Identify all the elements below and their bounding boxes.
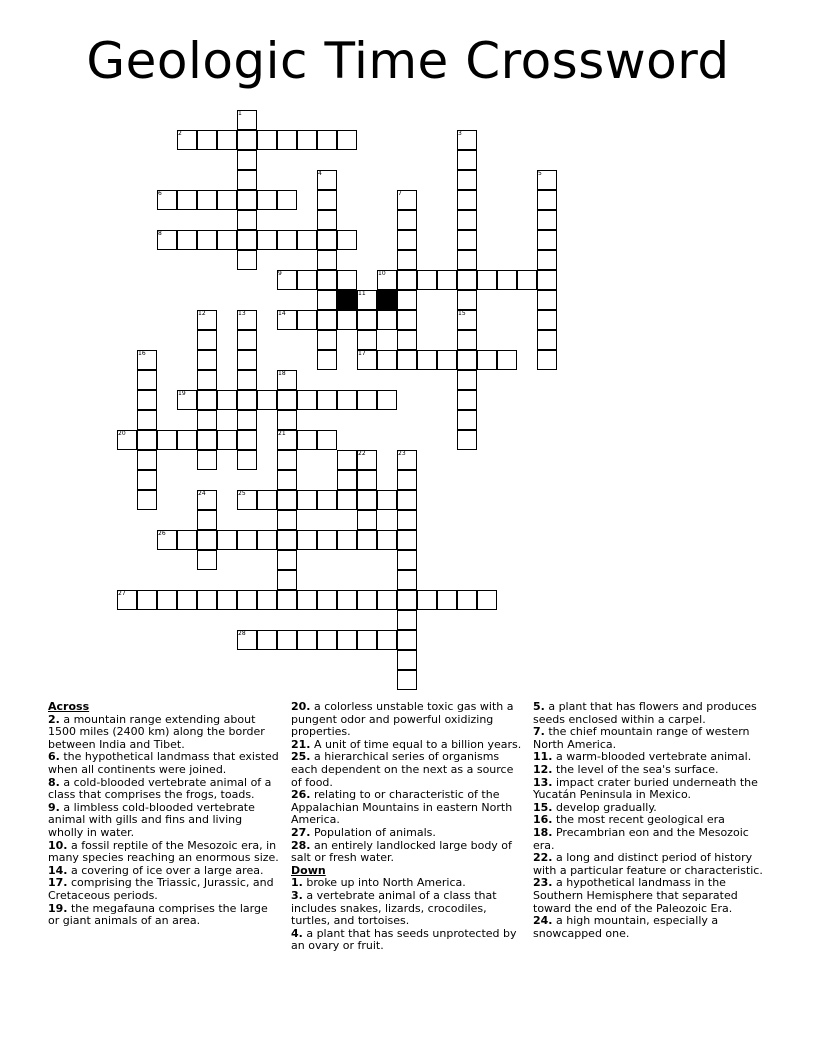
clue-text: an entirely landlocked large body of salt or fresh water.	[291, 838, 512, 865]
grid-cell[interactable]	[197, 590, 217, 610]
grid-cell[interactable]	[297, 310, 317, 330]
clue-text: a high mountain, especially a snowcapped one.	[533, 914, 719, 940]
clue-label-number: 14.	[48, 863, 68, 877]
grid-cell[interactable]	[197, 430, 217, 450]
grid-cell[interactable]	[197, 370, 217, 390]
grid-cell[interactable]	[317, 350, 337, 370]
grid-cell[interactable]	[397, 530, 417, 550]
grid-cell[interactable]	[397, 490, 417, 510]
grid-cell[interactable]	[337, 390, 357, 410]
grid-cell[interactable]	[157, 590, 177, 610]
clue-label-number: 1.	[291, 876, 303, 890]
grid-cell[interactable]	[237, 590, 257, 610]
grid-cell[interactable]	[277, 530, 297, 550]
clue-text: a plant that has seeds unprotected by an ovary or fruit.	[291, 926, 517, 953]
clue-label-number: 28.	[291, 838, 311, 852]
grid-cell[interactable]	[177, 530, 197, 550]
black-square	[377, 290, 397, 310]
across-clue	[48, 777, 280, 802]
grid-cell[interactable]	[357, 490, 377, 510]
grid-cell[interactable]	[137, 370, 157, 390]
grid-cell[interactable]	[337, 590, 357, 610]
page-title: Geologic Time Crossword	[86, 32, 730, 90]
grid-cell[interactable]	[277, 570, 297, 590]
grid-cell[interactable]	[297, 430, 317, 450]
grid-cell[interactable]	[457, 430, 477, 450]
down-clue	[533, 877, 765, 915]
grid-cell[interactable]	[297, 130, 317, 150]
clue-text: develop gradually.	[552, 800, 657, 814]
grid-cell[interactable]	[397, 250, 417, 270]
grid-cell[interactable]	[337, 450, 357, 470]
grid-cell[interactable]	[237, 130, 257, 150]
grid-cell[interactable]	[217, 230, 237, 250]
grid-cell[interactable]	[317, 490, 337, 510]
clue-text: relating to or characteristic of the Appalachian Mountains in eastern North America.	[291, 788, 513, 827]
grid-cell[interactable]	[457, 150, 477, 170]
grid-cell[interactable]	[457, 190, 477, 210]
grid-cell[interactable]	[537, 290, 557, 310]
clue-number: 20	[118, 430, 126, 437]
grid-cell[interactable]	[277, 410, 297, 430]
grid-cell[interactable]	[377, 590, 397, 610]
grid-cell[interactable]	[477, 350, 497, 370]
clue-number: 17	[358, 350, 366, 357]
clue-number: 3	[458, 130, 462, 137]
grid-cell[interactable]	[277, 190, 297, 210]
clue-number: 23	[398, 450, 406, 457]
clue-text: Population of animals.	[310, 825, 436, 839]
grid-cell[interactable]	[397, 570, 417, 590]
across-clue-list-continued	[291, 701, 523, 865]
clue-text: a warm-blooded vertebrate animal.	[552, 750, 752, 764]
grid-cell[interactable]	[217, 530, 237, 550]
clue-number: 5	[538, 170, 542, 177]
grid-cell[interactable]	[277, 130, 297, 150]
grid-cell[interactable]	[437, 270, 457, 290]
clue-text: A unit of time equal to a billion years.	[310, 737, 522, 751]
grid-cell[interactable]	[237, 450, 257, 470]
grid-cell[interactable]	[317, 190, 337, 210]
grid-cell[interactable]	[297, 490, 317, 510]
grid-cell[interactable]	[317, 210, 337, 230]
clue-number: 1	[238, 110, 242, 117]
down-clue	[291, 928, 523, 953]
grid-cell[interactable]	[377, 390, 397, 410]
grid-cell[interactable]	[217, 130, 237, 150]
clue-text: a mountain range extending about 1500 miles (2400 km) along the border between India and Tibet.	[48, 712, 265, 751]
grid-cell[interactable]	[457, 290, 477, 310]
clue-label-number: 2.	[48, 712, 60, 726]
grid-cell[interactable]	[377, 530, 397, 550]
grid-cell[interactable]	[277, 490, 297, 510]
grid-cell[interactable]	[377, 310, 397, 330]
grid-cell[interactable]	[397, 310, 417, 330]
grid-cell[interactable]	[337, 630, 357, 650]
clues-column-3	[533, 701, 765, 940]
clue-text: the megafauna comprises the large or giant animals of an area.	[48, 901, 268, 928]
grid-cell[interactable]	[437, 350, 457, 370]
grid-cell[interactable]	[497, 350, 517, 370]
grid-cell[interactable]	[417, 590, 437, 610]
grid-cell[interactable]	[317, 590, 337, 610]
grid-cell[interactable]	[317, 530, 337, 550]
clue-number: 26	[158, 530, 166, 537]
clue-text: a hypothetical landmass in the Southern Hemisphere that separated toward the end of the Paleozoic Era.	[533, 876, 738, 915]
grid-cell[interactable]	[357, 530, 377, 550]
grid-cell[interactable]	[457, 230, 477, 250]
grid-cell[interactable]	[317, 390, 337, 410]
clue-text: broke up into North America.	[302, 876, 466, 890]
clue-text: a vertebrate animal of a class that includes snakes, lizards, crocodiles, turtles, and tortoises.	[291, 888, 497, 928]
grid-cell[interactable]	[297, 390, 317, 410]
grid-cell[interactable]	[237, 250, 257, 270]
grid-cell[interactable]	[537, 250, 557, 270]
grid-cell[interactable]	[277, 390, 297, 410]
grid-cell[interactable]	[397, 210, 417, 230]
clue-number: 9	[278, 270, 282, 277]
grid-cell[interactable]	[377, 630, 397, 650]
down-clue	[291, 890, 523, 928]
down-clue	[533, 915, 765, 940]
across-clue	[48, 877, 280, 902]
down-clue	[533, 701, 765, 726]
grid-cell[interactable]	[137, 450, 157, 470]
clue-number: 11	[358, 290, 366, 297]
grid-cell[interactable]	[237, 530, 257, 550]
grid-cell[interactable]	[197, 130, 217, 150]
grid-cell[interactable]	[237, 150, 257, 170]
clue-label-number: 6.	[48, 750, 60, 764]
clue-text: a covering of ice over a large area.	[67, 863, 264, 877]
grid-cell[interactable]	[277, 550, 297, 570]
grid-cell[interactable]	[197, 410, 217, 430]
clue-text: comprising the Triassic, Jurassic, and Cretaceous periods.	[48, 876, 274, 902]
clue-label-number: 25.	[291, 750, 311, 764]
grid-cell[interactable]	[337, 530, 357, 550]
clue-label-number: 27.	[291, 825, 311, 839]
clue-label-number: 11.	[533, 750, 553, 764]
clues-column-1	[48, 701, 280, 928]
clue-number: 10	[378, 270, 386, 277]
grid-cell[interactable]	[297, 270, 317, 290]
grid-cell[interactable]	[537, 230, 557, 250]
grid-cell[interactable]	[457, 210, 477, 230]
clue-number: 27	[118, 590, 126, 597]
clue-number: 22	[358, 450, 366, 457]
across-clue	[48, 714, 280, 752]
grid-cell[interactable]	[217, 390, 237, 410]
grid-cell[interactable]	[237, 370, 257, 390]
grid-cell[interactable]	[257, 230, 277, 250]
clue-label-number: 19.	[48, 901, 68, 915]
grid-cell[interactable]	[477, 590, 497, 610]
grid-cell[interactable]	[537, 190, 557, 210]
grid-cell[interactable]	[397, 270, 417, 290]
across-clue	[48, 903, 280, 928]
grid-cell[interactable]	[197, 550, 217, 570]
grid-cell[interactable]	[257, 630, 277, 650]
grid-cell[interactable]	[457, 390, 477, 410]
grid-cell[interactable]	[297, 230, 317, 250]
clue-number: 24	[198, 490, 206, 497]
grid-cell[interactable]	[517, 270, 537, 290]
across-clue	[291, 751, 523, 789]
clue-text: a colorless unstable toxic gas with a pungent odor and powerful oxidizing properties.	[291, 700, 514, 739]
clue-number: 16	[138, 350, 146, 357]
grid-cell[interactable]	[357, 390, 377, 410]
down-clue	[533, 777, 765, 802]
grid-cell[interactable]	[317, 250, 337, 270]
grid-cell[interactable]	[197, 230, 217, 250]
clue-label-number: 4.	[291, 926, 303, 940]
clue-text: a fossil reptile of the Mesozoic era, in many species reaching an enormous size.	[48, 838, 279, 865]
grid-cell[interactable]	[537, 210, 557, 230]
clue-label-number: 24.	[533, 914, 553, 928]
down-clue-list-continued	[533, 701, 765, 940]
grid-cell[interactable]	[277, 450, 297, 470]
grid-cell[interactable]	[377, 490, 397, 510]
clue-number: 4	[318, 170, 322, 177]
clue-label-number: 18.	[533, 825, 553, 839]
grid-cell[interactable]	[317, 310, 337, 330]
grid-cell[interactable]	[217, 590, 237, 610]
grid-cell[interactable]	[417, 270, 437, 290]
clue-number: 2	[178, 130, 182, 137]
grid-cell[interactable]	[397, 330, 417, 350]
grid-cell[interactable]	[237, 410, 257, 430]
clue-label-number: 22.	[533, 851, 553, 865]
grid-cell[interactable]	[297, 530, 317, 550]
grid-cell[interactable]	[237, 230, 257, 250]
grid-cell[interactable]	[397, 590, 417, 610]
clue-label-number: 9.	[48, 800, 60, 814]
grid-cell[interactable]	[177, 590, 197, 610]
clue-number: 6	[158, 190, 162, 197]
grid-cell[interactable]	[397, 610, 417, 630]
clue-label-number: 13.	[533, 775, 553, 789]
across-clue	[48, 751, 280, 776]
grid-cell[interactable]	[257, 490, 277, 510]
clue-number: 13	[238, 310, 246, 317]
grid-cell[interactable]	[177, 230, 197, 250]
clue-text: a hierarchical series of organisms each dependent on the next as a source of food.	[291, 750, 514, 789]
grid-cell[interactable]	[277, 470, 297, 490]
grid-cell[interactable]	[397, 510, 417, 530]
down-clue	[533, 827, 765, 852]
grid-cell[interactable]	[397, 650, 417, 670]
down-heading: Down	[291, 863, 326, 877]
grid-cell[interactable]	[357, 630, 377, 650]
grid-cell[interactable]	[337, 490, 357, 510]
clue-number: 18	[278, 370, 286, 377]
clue-text: impact crater buried underneath the Yucatán Peninsula in Mexico.	[533, 775, 758, 802]
grid-cell[interactable]	[537, 270, 557, 290]
clue-label-number: 7.	[533, 725, 545, 739]
clue-number: 21	[278, 430, 286, 437]
grid-cell[interactable]	[137, 390, 157, 410]
grid-cell[interactable]	[457, 590, 477, 610]
across-clue	[48, 840, 280, 865]
grid-cell[interactable]	[157, 430, 177, 450]
grid-cell[interactable]	[417, 350, 437, 370]
grid-cell[interactable]	[457, 170, 477, 190]
grid-cell[interactable]	[317, 630, 337, 650]
grid-cell[interactable]	[537, 350, 557, 370]
grid-cell[interactable]	[317, 130, 337, 150]
grid-cell[interactable]	[457, 370, 477, 390]
grid-cell[interactable]	[377, 350, 397, 370]
grid-cell[interactable]	[337, 470, 357, 490]
clue-label-number: 23.	[533, 876, 553, 890]
clues-column-2	[291, 701, 523, 953]
grid-cell[interactable]	[137, 470, 157, 490]
clue-text: the hypothetical landmass that existed when all continents were joined.	[48, 750, 279, 776]
grid-cell[interactable]	[337, 270, 357, 290]
clue-label-number: 17.	[48, 876, 68, 890]
grid-cell[interactable]	[457, 350, 477, 370]
grid-cell[interactable]	[237, 350, 257, 370]
clue-text: the chief mountain range of western North America.	[533, 725, 750, 751]
grid-cell[interactable]	[337, 230, 357, 250]
grid-cell[interactable]	[477, 270, 497, 290]
across-clue	[48, 802, 280, 840]
grid-cell[interactable]	[277, 230, 297, 250]
grid-cell[interactable]	[137, 490, 157, 510]
grid-cell[interactable]	[237, 430, 257, 450]
clue-label-number: 3.	[291, 888, 303, 902]
grid-cell[interactable]	[137, 410, 157, 430]
grid-cell[interactable]	[337, 130, 357, 150]
clue-number: 15	[458, 310, 466, 317]
grid-cell[interactable]	[297, 630, 317, 650]
clue-number: 19	[178, 390, 186, 397]
grid-cell[interactable]	[197, 330, 217, 350]
clue-label-number: 8.	[48, 775, 60, 789]
across-clue-list	[48, 714, 280, 928]
clue-label-number: 5.	[533, 700, 545, 713]
grid-cell[interactable]	[257, 190, 277, 210]
across-clue	[291, 840, 523, 865]
grid-cell[interactable]	[397, 470, 417, 490]
clue-text: a long and distinct period of history with a particular feature or characteristic.	[533, 851, 763, 877]
grid-cell[interactable]	[237, 210, 257, 230]
down-clue-list	[291, 877, 523, 953]
across-clue	[291, 789, 523, 827]
black-square	[337, 290, 357, 310]
clue-label-number: 10.	[48, 838, 68, 852]
grid-cell[interactable]	[197, 190, 217, 210]
grid-cell[interactable]	[357, 510, 377, 530]
grid-cell[interactable]	[317, 330, 337, 350]
grid-cell[interactable]	[437, 590, 457, 610]
grid-cell[interactable]	[337, 310, 357, 330]
grid-cell[interactable]	[317, 430, 337, 450]
grid-cell[interactable]	[257, 530, 277, 550]
grid-cell[interactable]	[457, 250, 477, 270]
clue-text: a cold-blooded vertebrate animal of a class that comprises the frogs, toads.	[48, 775, 272, 802]
clue-number: 28	[238, 630, 246, 637]
grid-cell[interactable]	[257, 130, 277, 150]
grid-cell[interactable]	[137, 430, 157, 450]
grid-cell[interactable]	[177, 190, 197, 210]
grid-cell[interactable]	[457, 410, 477, 430]
clue-number: 25	[238, 490, 246, 497]
grid-cell[interactable]	[197, 510, 217, 530]
clue-text: the most recent geological era	[552, 813, 725, 827]
down-clue	[533, 852, 765, 877]
clue-label-number: 12.	[533, 762, 553, 776]
grid-cell[interactable]	[137, 590, 157, 610]
grid-cell[interactable]	[397, 350, 417, 370]
grid-cell[interactable]	[317, 290, 337, 310]
grid-cell[interactable]	[197, 530, 217, 550]
grid-cell[interactable]	[397, 670, 417, 690]
grid-cell[interactable]	[237, 330, 257, 350]
clue-text: the level of the sea's surface.	[552, 762, 719, 776]
clue-label-number: 15.	[533, 800, 553, 814]
grid-cell[interactable]	[197, 390, 217, 410]
grid-cell[interactable]	[397, 290, 417, 310]
clue-text: a plant that has flowers and produces seeds enclosed within a carpel.	[533, 700, 757, 726]
grid-cell[interactable]	[217, 190, 237, 210]
clue-number: 14	[278, 310, 286, 317]
grid-cell[interactable]	[537, 310, 557, 330]
across-clue	[291, 701, 523, 739]
grid-cell[interactable]	[177, 430, 197, 450]
grid-cell[interactable]	[357, 590, 377, 610]
grid-cell[interactable]	[457, 330, 477, 350]
clue-label-number: 20.	[291, 700, 311, 713]
grid-cell[interactable]	[397, 550, 417, 570]
grid-cell[interactable]	[317, 230, 337, 250]
grid-cell[interactable]	[537, 330, 557, 350]
grid-cell[interactable]	[357, 330, 377, 350]
grid-cell[interactable]	[357, 310, 377, 330]
grid-cell[interactable]	[317, 270, 337, 290]
clue-text: a limbless cold-blooded vertebrate animal with gills and fins and living wholly in water.	[48, 800, 255, 839]
down-clue	[533, 726, 765, 751]
grid-cell[interactable]	[237, 390, 257, 410]
grid-cell[interactable]	[197, 350, 217, 370]
grid-cell[interactable]	[357, 470, 377, 490]
clue-number: 7	[398, 190, 402, 197]
across-heading: Across	[48, 700, 90, 713]
grid-cell[interactable]	[217, 430, 237, 450]
grid-cell[interactable]	[457, 270, 477, 290]
grid-cell[interactable]	[237, 170, 257, 190]
clue-number: 12	[198, 310, 206, 317]
clue-label-number: 26.	[291, 788, 311, 802]
grid-cell[interactable]	[277, 590, 297, 610]
grid-cell[interactable]	[297, 590, 317, 610]
grid-cell[interactable]	[277, 630, 297, 650]
grid-cell[interactable]	[197, 450, 217, 470]
grid-cell[interactable]	[257, 390, 277, 410]
grid-cell[interactable]	[237, 190, 257, 210]
grid-cell[interactable]	[497, 270, 517, 290]
clue-label-number: 16.	[533, 813, 553, 827]
clue-text: Precambrian eon and the Mesozoic era.	[533, 825, 749, 852]
grid-cell[interactable]	[397, 630, 417, 650]
grid-cell[interactable]	[257, 590, 277, 610]
clue-number: 8	[158, 230, 162, 237]
grid-cell[interactable]	[277, 510, 297, 530]
grid-cell[interactable]	[397, 230, 417, 250]
clue-label-number: 21.	[291, 737, 311, 751]
